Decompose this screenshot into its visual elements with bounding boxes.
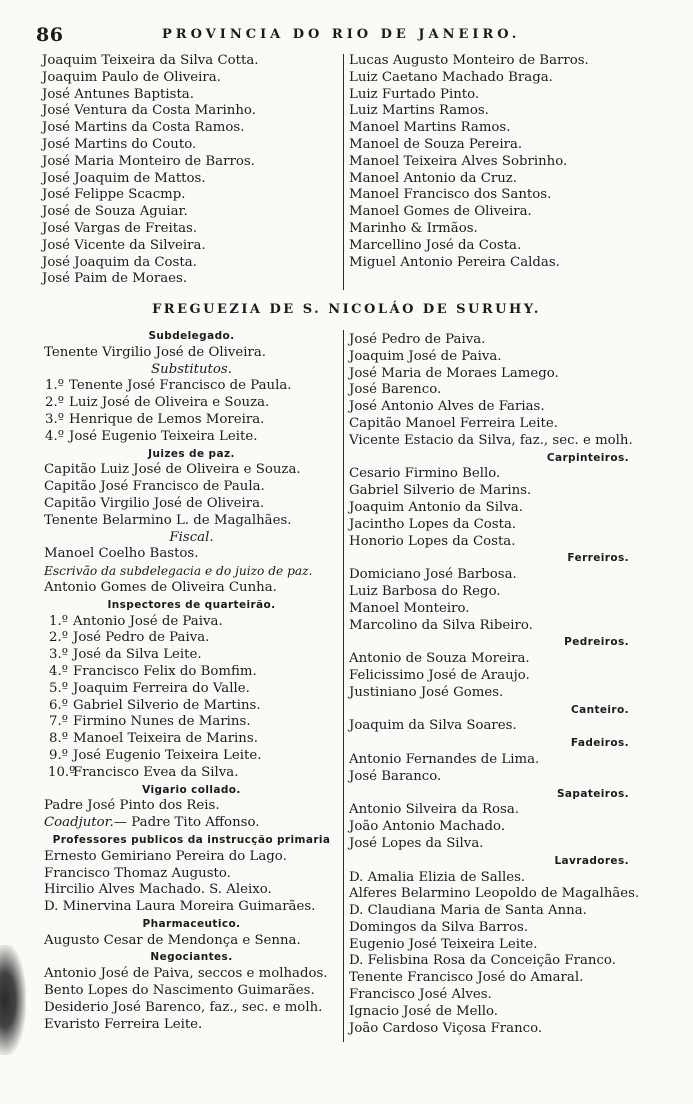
list-item: Miguel Antonio Pereira Caldas. [349,254,560,270]
name: Luiz José de Oliveira e Souza. [69,395,270,411]
section-title: FREGUEZIA DE S. NICOLÁO DE SURUHY. [152,302,541,317]
ordinal: 9.º [49,747,68,763]
subdelegado-heading: Subdelegado. [148,330,235,342]
list-item: Joaquim José de Paiva. [349,348,502,364]
list-item: José Martins da Costa Ramos. [42,120,245,136]
pharmaceutico-heading: Pharmaceutico. [142,917,241,930]
list-item: Tenente Francisco José do Amaral. [349,970,584,986]
page-edge-blot [0,945,26,1055]
list-item: Felicissimo José de Araujo. [349,667,530,683]
list-item: Luiz Barbosa do Rego. [349,583,501,599]
list-item: Marcolino da Silva Ribeiro. [349,617,533,633]
list-item: D. Claudiana Maria de Santa Anna. [349,903,587,919]
list-item: Ignacio José de Mello. [349,1003,499,1019]
list-item: D. Minervina Laura Moreira Guimarães. [44,899,316,915]
ordinal: 3.º [49,647,68,663]
name: Henrique de Lemos Moreira. [69,411,265,427]
name: Firmino Nunes de Marins. [73,714,251,730]
list-item: Joaquim da Silva Soares. [349,718,517,734]
list-item: Tenente Belarmino L. de Magalhães. [44,512,292,528]
professores-heading: Professores publicos da instrucção primaria [52,833,331,846]
list-item: Luiz Furtado Pinto. [349,86,480,102]
list-item: Eugenio José Teixeira Leite. [349,936,538,952]
list-item: José Maria Monteiro de Barros. [42,153,255,169]
name: Manoel Teixeira de Marins. [73,731,258,747]
name: Joaquim Ferreira do Valle. [73,680,250,696]
list-item: Antonio Silveira da Rosa. [349,802,519,818]
name: Francisco Felix do Bomfim. [73,663,257,679]
list-item [44,664,339,681]
list-item [44,614,339,631]
list-item: José Felippe Scacmp. [42,187,186,203]
list-item [44,378,339,395]
column-divider [343,330,344,1042]
list-item: Vicente Estacio da Silva, faz., sec. e molh. [349,432,633,448]
list-item: Manoel Teixeira Alves Sobrinho. [349,153,568,169]
list-item: Antonio Fernandes de Lima. [349,751,540,767]
list-item: Padre José Pinto dos Reis. [44,798,220,814]
fadeiros-heading: Fadeiros. [570,737,629,750]
list-item [44,395,339,412]
list-item: Manoel Monteiro. [349,600,470,616]
name: — Padre Tito Affonso. [113,815,260,831]
list-item [44,748,339,765]
list-item: Capitão Virgilio José de Oliveira. [44,495,265,511]
list-item [44,681,339,698]
name: José Eugenio Teixeira Leite. [69,428,258,444]
list-item: Antonio de Souza Moreira. [349,651,530,667]
list-item: José Vicente da Silveira. [42,237,206,253]
fiscal-heading: Fiscal. [169,529,214,545]
lavradores-heading: Lavradores. [554,854,629,867]
list-item: José Pedro de Paiva. [349,332,486,347]
ordinal: 2.º [49,630,68,646]
list-item: José Maria de Moraes Lamego. [349,365,559,381]
list-item: Capitão José Francisco de Paula. [44,479,265,495]
right-column [349,332,669,1037]
list-item: Luiz Martins Ramos. [349,103,489,119]
list-item: José Joaquim da Costa. [42,254,197,270]
list-item: Marinho & Irmãos. [349,220,478,236]
list-item: José Antunes Baptista. [42,86,194,102]
inspectores-heading: Inspectores de quarteirão. [107,598,276,611]
pedreiros-heading: Pedreiros. [564,636,629,649]
ordinal: 4.º [49,663,68,679]
escrivao-heading: Escrivão da subdelegacia e do juizo de paz. [44,564,313,579]
list-item: Manoel Francisco dos Santos. [349,187,552,203]
list-item: Honorio Lopes da Costa. [349,533,516,549]
list-item: Evaristo Ferreira Leite. [44,1016,203,1032]
list-item: Desiderio José Barenco, faz., sec. e molh. [44,999,323,1015]
list-item: Alferes Belarmino Leopoldo de Magalhães. [349,886,640,902]
list-item: Jacintho Lopes da Costa. [349,516,517,532]
list-item [44,630,339,647]
list-item: Manoel Gomes de Oliveira. [349,204,532,220]
list-item: Capitão Luiz José de Oliveira e Souza. [44,462,301,478]
top-right-list [349,53,669,271]
list-item: José Baranco. [349,768,442,784]
sapateiros-heading: Sapateiros. [556,787,629,800]
ordinal: 8.º [49,731,68,747]
list-item: José Martins do Couto. [42,136,197,152]
list-item: Marcellino José da Costa. [349,237,522,253]
list-item: Joaquim Paulo de Oliveira. [42,69,221,85]
list-item [44,714,339,731]
list-item: Tenente Virgilio José de Oliveira. [44,344,267,360]
list-item: Domiciano José Barbosa. [349,567,517,583]
ordinal: 4.º [45,428,64,444]
coadjutor-label: Coadjutor. [44,815,114,831]
list-item: Francisco Thomaz Augusto. [44,865,231,881]
list-item: Capitão Manoel Ferreira Leite. [349,415,558,431]
list-item [44,647,339,664]
list-item: João Antonio Machado. [349,819,506,835]
list-item: Justiniano José Gomes. [349,684,504,700]
name: Antonio José de Paiva. [73,613,223,629]
list-item [44,698,339,715]
ferreiros-heading: Ferreiros. [567,552,629,565]
list-item: José Antonio Alves de Farias. [349,399,545,415]
ordinal: 3.º [45,411,64,427]
list-item: Joaquim Teixeira da Silva Cotta. [42,53,259,68]
ordinal: 5.º [49,680,68,696]
list-item [44,731,339,748]
list-item: D. Felisbina Rosa da Conceição Franco. [349,953,616,969]
column-divider-top [343,54,344,290]
vigario-heading: Vigario collado. [142,783,241,796]
name: Gabriel Silverio de Martins. [73,697,261,713]
list-item [44,429,339,446]
list-item: Lucas Augusto Monteiro de Barros. [349,53,589,68]
list-item: José de Souza Aguiar. [42,204,188,220]
list-item: José Joaquim de Mattos. [42,170,206,186]
list-item: Antonio José de Paiva, seccos e molhados. [44,966,328,982]
list-item: Gabriel Silverio de Marins. [349,483,532,499]
list-item: Ernesto Gemiriano Pereira do Lago. [44,848,287,864]
ordinal: 1.º [45,378,64,394]
list-item: Francisco José Alves. [349,987,492,1003]
list-item: Antonio Gomes de Oliveira Cunha. [44,579,277,595]
list-item: José Paim de Moraes. [42,271,188,287]
running-title: PROVINCIA DO RIO DE JANEIRO. [162,27,521,42]
list-item: Joaquim Antonio da Silva. [349,499,523,515]
list-item: João Cardoso Viçosa Franco. [349,1020,543,1036]
list-item: Cesario Firmino Bello. [349,466,501,482]
list-item: Domingos da Silva Barros. [349,919,529,935]
list-item: Manoel de Souza Pereira. [349,136,523,152]
negociantes-heading: Negociantes. [150,951,233,964]
name: Francisco Evea da Silva. [73,764,239,780]
ordinal: 2.º [45,395,64,411]
name: José da Silva Leite. [73,647,202,663]
name: José Eugenio Teixeira Leite. [73,747,262,763]
list-item: D. Amalia Elizia de Salles. [349,869,526,885]
juizes-heading: Juizes de paz. [148,447,235,460]
ordinal: 7.º [49,714,68,730]
list-item: José Vargas de Freitas. [42,220,198,236]
list-item [44,815,339,832]
list-item [44,765,339,782]
list-item [44,412,339,429]
ordinal: 1.º [49,613,68,629]
list-item: Augusto Cesar de Mendonça e Senna. [44,932,301,948]
substitutos-heading: Substitutos. [151,361,232,377]
list-item: Manoel Coelho Bastos. [44,546,199,562]
ordinal: 10.º [48,764,76,780]
list-item: Luiz Caetano Machado Braga. [349,69,553,85]
list-item: Manoel Antonio da Cruz. [349,170,518,186]
ordinal: 6.º [49,697,68,713]
name: Tenente José Francisco de Paula. [69,378,292,394]
canteiro-heading: Canteiro. [571,703,629,716]
list-item: José Barenco. [349,382,442,398]
list-item: Manoel Martins Ramos. [349,120,511,136]
name: José Pedro de Paiva. [73,630,210,646]
list-item: José Ventura da Costa Marinho. [42,103,256,119]
list-item: José Lopes da Silva. [349,835,484,851]
list-item: Hircilio Alves Machado. S. Aleixo. [44,882,272,898]
top-left-list [42,53,337,288]
left-column [44,328,339,1033]
page-number: 86 [36,24,64,46]
carpinteiros-heading: Carpinteiros. [546,451,629,464]
list-item: Bento Lopes do Nascimento Guimarães. [44,983,315,999]
